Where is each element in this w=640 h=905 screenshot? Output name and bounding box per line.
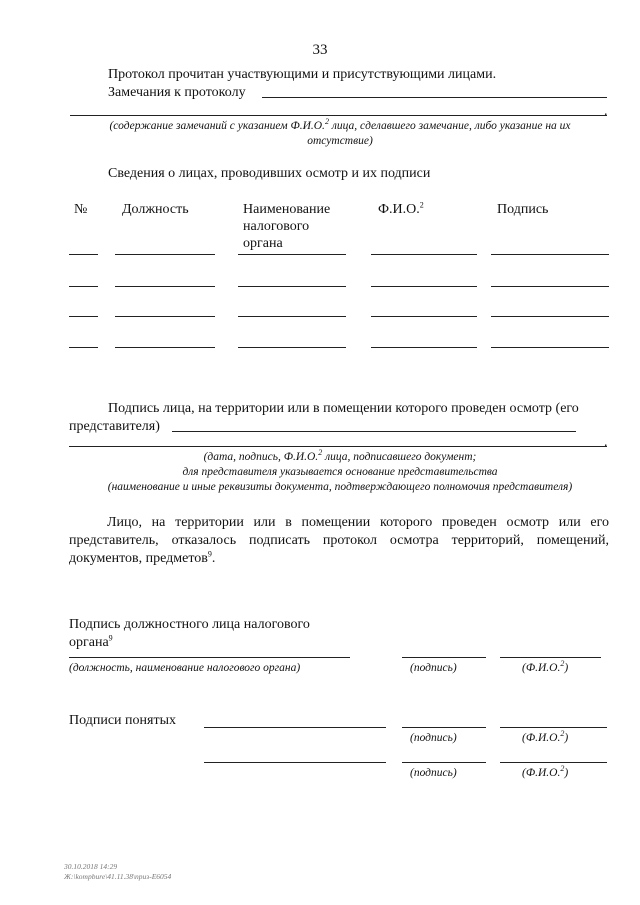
cell-no[interactable]: [69, 286, 98, 287]
witness-2-field[interactable]: [204, 762, 386, 763]
official-fio-hint: (Ф.И.О.$^2$): [522, 659, 569, 674]
witness-2-sign-field[interactable]: [402, 762, 486, 763]
cell-signature[interactable]: [491, 254, 609, 255]
cell-fio[interactable]: [371, 254, 477, 255]
witness-1-sign-hint: (подпись): [410, 732, 457, 744]
protocol-read-text: Протокол прочитан участвующими и присутствующими лицами.: [108, 67, 497, 82]
cell-signature[interactable]: [491, 347, 609, 348]
table-header-signature: Подпись: [497, 202, 549, 217]
owner-hint-1: (дата, подпись, Ф.И.О.$^2$ лица, подписавшего документ;: [203, 448, 477, 463]
official-signature-text: Подпись должностного лица налогового: [69, 617, 310, 632]
cell-signature[interactable]: [491, 286, 609, 287]
footer-filepath: Ж:\kompbure\41.11.38\приз-Е6054: [64, 872, 172, 881]
witness-1-field[interactable]: [204, 727, 386, 728]
witness-2-sign-hint: (подпись): [410, 767, 457, 779]
owner-hint-3: (наименование и иные реквизиты документа, подтверждающего полномочия представителя): [107, 481, 573, 493]
owner-signature-text-2: представителя): [69, 419, 160, 434]
cell-fio[interactable]: [371, 347, 477, 348]
owner-hint-2: для представителя указывается основание представительства: [182, 466, 498, 478]
cell-org[interactable]: [238, 286, 346, 287]
table-header-fio: Ф.И.О.$^2$: [378, 200, 424, 217]
cell-position[interactable]: [115, 286, 215, 287]
cell-position[interactable]: [115, 254, 215, 255]
cell-position[interactable]: [115, 347, 215, 348]
refusal-paragraph: Лицо, на территории или в помещении которого проведен осмотр или его представитель, отказалось подписать протокол осмотра территорий, помещений, документов, предметов$^9$.: [69, 515, 609, 566]
official-fio-field[interactable]: [500, 657, 601, 658]
witness-2-fio-hint: (Ф.И.О.$^2$): [522, 764, 569, 779]
page-number: 33: [312, 42, 328, 58]
cell-no[interactable]: [69, 254, 98, 255]
owner-signature-field-2[interactable]: [69, 446, 607, 447]
owner-signature-field[interactable]: [172, 431, 576, 432]
owner-signature-text: Подпись лица, на территории или в помещении которого проведен осмотр (его: [108, 401, 579, 416]
official-sign-hint: (подпись): [410, 662, 457, 674]
remarks-field-line[interactable]: [262, 97, 607, 98]
remarks-period: .: [604, 104, 608, 119]
table-header-no: №: [74, 202, 88, 217]
remarks-label: Замечания к протоколу: [108, 85, 246, 100]
cell-fio[interactable]: [371, 316, 477, 317]
remarks-hint-line2: отсутствие): [307, 135, 373, 147]
official-position-hint: (должность, наименование налогового органа): [69, 662, 301, 674]
cell-position[interactable]: [115, 316, 215, 317]
cell-org[interactable]: [238, 347, 346, 348]
persons-heading: Сведения о лицах, проводивших осмотр и их подписи: [108, 166, 431, 181]
official-sign-field[interactable]: [402, 657, 486, 658]
remarks-field-line-2[interactable]: [70, 115, 607, 116]
witnesses-label: Подписи понятых: [69, 713, 176, 728]
official-position-field[interactable]: [69, 657, 350, 658]
cell-fio[interactable]: [371, 286, 477, 287]
footer-timestamp: 30.10.2018 14:29: [64, 862, 118, 871]
witness-2-fio-field[interactable]: [500, 762, 607, 763]
table-header-position: Должность: [122, 202, 189, 217]
remarks-hint: (содержание замечаний с указанием Ф.И.О.$^2$ лица, сделавшего замечание, либо указание на их: [109, 117, 571, 132]
official-signature-text-2: органа$^9$: [69, 633, 113, 650]
cell-org[interactable]: [238, 254, 346, 255]
cell-no[interactable]: [69, 316, 98, 317]
owner-period: .: [604, 435, 608, 450]
witness-1-sign-field[interactable]: [402, 727, 486, 728]
table-header-org: Наименование налогового органа: [243, 202, 331, 251]
cell-no[interactable]: [69, 347, 98, 348]
witness-1-fio-field[interactable]: [500, 727, 607, 728]
cell-org[interactable]: [238, 316, 346, 317]
witness-1-fio-hint: (Ф.И.О.$^2$): [522, 729, 569, 744]
cell-signature[interactable]: [491, 316, 609, 317]
